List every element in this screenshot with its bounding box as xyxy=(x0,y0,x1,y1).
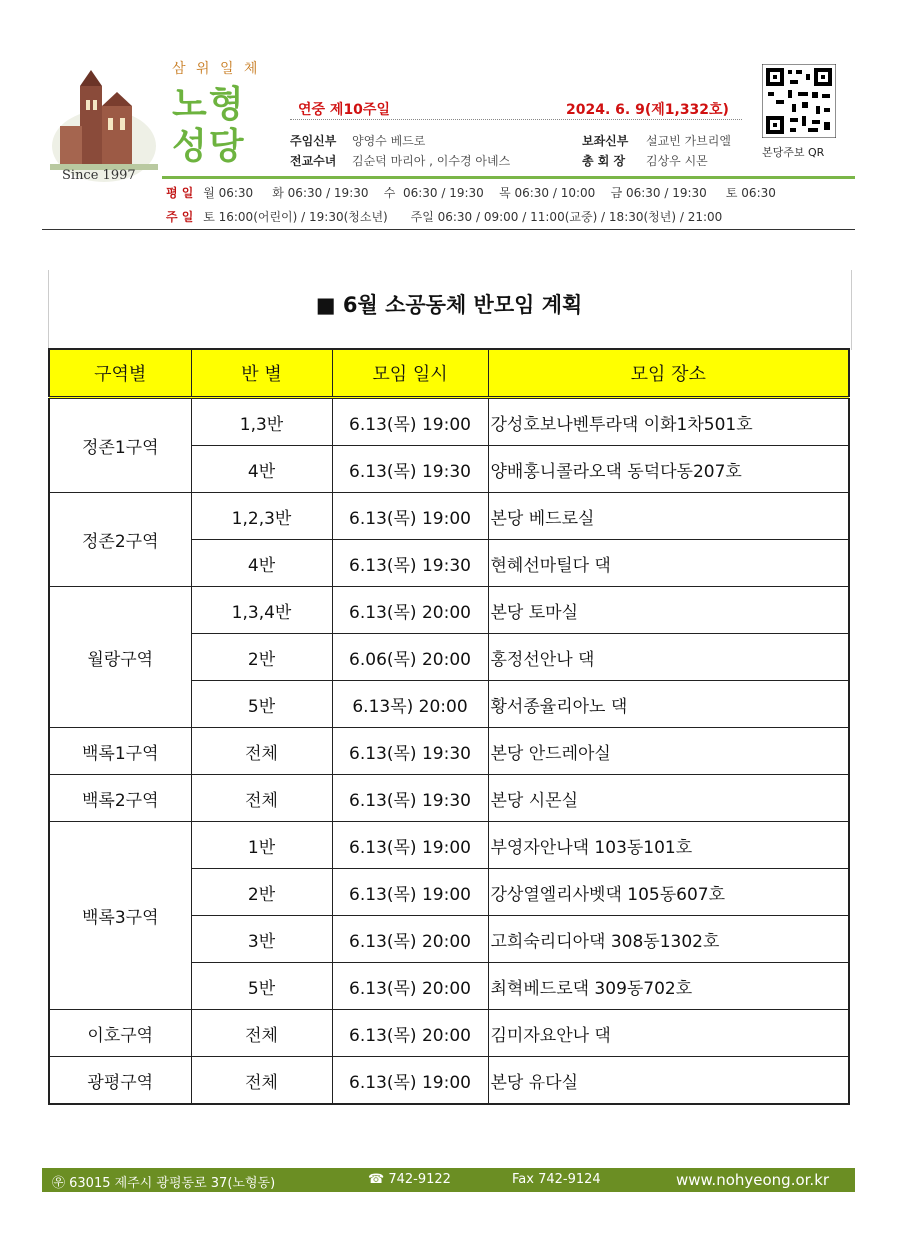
time-cell: 6.13(목) 19:00 xyxy=(332,493,488,540)
table-row xyxy=(49,822,849,869)
header-district: 구역별 xyxy=(49,349,191,398)
place-cell: 김미자요안나 댁 xyxy=(488,1010,849,1057)
header-ban: 반 별 xyxy=(191,349,332,398)
time-cell: 6.13(목) 19:30 xyxy=(332,446,488,493)
ban-cell: 전체 xyxy=(191,775,332,822)
ban-cell: 5반 xyxy=(191,681,332,728)
qr-code[interactable] xyxy=(762,64,836,138)
time-cell: 6.13목) 20:00 xyxy=(332,681,488,728)
place-cell: 최혁베드로댁 309동702호 xyxy=(488,963,849,1010)
table-row xyxy=(49,775,849,822)
district-cell: 백록1구역 xyxy=(49,728,191,775)
header-divider xyxy=(290,119,742,120)
district-cell: 월랑구역 xyxy=(49,587,191,728)
time-cell: 6.13(목) 19:30 xyxy=(332,775,488,822)
place-cell: 고희숙리디아댁 308동1302호 xyxy=(488,916,849,963)
church-illustration xyxy=(50,66,158,184)
place-cell: 본당 시몬실 xyxy=(488,775,849,822)
since-year: Since 1997 xyxy=(62,168,136,183)
time-cell: 6.13(목) 19:00 xyxy=(332,869,488,916)
place-cell: 강성호보나벤투라댁 이화1차501호 xyxy=(488,398,849,446)
time-cell: 6.13(목) 20:00 xyxy=(332,1010,488,1057)
header-place: 모임 장소 xyxy=(488,349,849,398)
liturgical-week: 연중 제10주일 xyxy=(298,102,390,118)
place-cell: 본당 베드로실 xyxy=(488,493,849,540)
president-label: 총 회 장 xyxy=(582,154,626,168)
place-cell: 부영자안나댁 103동101호 xyxy=(488,822,849,869)
table-row xyxy=(49,1010,849,1057)
time-cell: 6.13(목) 19:00 xyxy=(332,398,488,446)
sunday-mass-row xyxy=(166,208,722,225)
time-cell: 6.13(목) 19:30 xyxy=(332,728,488,775)
footer-website[interactable]: www.nohyeong.or.kr xyxy=(676,1171,830,1189)
ban-cell: 4반 xyxy=(191,446,332,493)
assistant-name: 설교빈 가브리엘 xyxy=(646,134,731,148)
pastor-label: 주임신부 xyxy=(290,134,337,148)
sisters-label: 전교수녀 xyxy=(290,154,337,168)
time-cell: 6.13(목) 20:00 xyxy=(332,963,488,1010)
weekday-mass-row xyxy=(166,184,776,201)
table-row xyxy=(49,728,849,775)
logo-text-top: 노형 xyxy=(172,84,246,125)
place-cell: 본당 토마실 xyxy=(488,587,849,634)
ban-cell: 3반 xyxy=(191,916,332,963)
assistant-label: 보좌신부 xyxy=(582,134,629,148)
ban-cell: 2반 xyxy=(191,634,332,681)
meeting-plan-table xyxy=(48,348,850,1105)
place-cell: 홍정선안나 댁 xyxy=(488,634,849,681)
ban-cell: 1,3,4반 xyxy=(191,587,332,634)
ban-cell: 1,3반 xyxy=(191,398,332,446)
district-cell: 백록3구역 xyxy=(49,822,191,1010)
tagline: 삼 위 일 체 xyxy=(172,61,261,77)
time-cell: 6.06(목) 20:00 xyxy=(332,634,488,681)
logo-text-bottom: 성당 xyxy=(172,126,246,167)
table-row xyxy=(49,398,849,446)
sisters-names: 김순덕 마리아 , 이수경 아녜스 xyxy=(352,154,511,168)
pastor-name: 양영수 베드로 xyxy=(352,134,426,148)
header-time: 모임 일시 xyxy=(332,349,488,398)
place-cell: 강상열엘리사벳댁 105동607호 xyxy=(488,869,849,916)
ban-cell: 1,2,3반 xyxy=(191,493,332,540)
ban-cell: 전체 xyxy=(191,728,332,775)
time-cell: 6.13(목) 19:30 xyxy=(332,540,488,587)
place-cell: 본당 유다실 xyxy=(488,1057,849,1105)
president-name: 김상우 시몬 xyxy=(646,154,708,168)
ban-cell: 전체 xyxy=(191,1057,332,1105)
time-cell: 6.13(목) 20:00 xyxy=(332,587,488,634)
weekday-label: 평 일 xyxy=(166,186,194,200)
district-cell: 백록2구역 xyxy=(49,775,191,822)
district-cell: 정존2구역 xyxy=(49,493,191,587)
time-cell: 6.13(목) 19:00 xyxy=(332,822,488,869)
place-cell: 본당 안드레아실 xyxy=(488,728,849,775)
ban-cell: 5반 xyxy=(191,963,332,1010)
time-cell: 6.13(목) 19:00 xyxy=(332,1057,488,1105)
district-cell: 정존1구역 xyxy=(49,398,191,493)
time-cell: 6.13(목) 20:00 xyxy=(332,916,488,963)
table-header-row xyxy=(49,349,849,398)
place-cell: 황서종율리아노 댁 xyxy=(488,681,849,728)
footer-fax: Fax 742-9124 xyxy=(512,1172,601,1187)
table-row xyxy=(49,493,849,540)
qr-label: 본당주보 QR xyxy=(762,146,825,159)
table-body xyxy=(49,398,849,1105)
issue-date: 2024. 6. 9(제1,332호) xyxy=(566,102,729,118)
footer-bar xyxy=(42,1168,855,1192)
table-row xyxy=(49,587,849,634)
ban-cell: 2반 xyxy=(191,869,332,916)
place-cell: 양배홍니콜라오댁 동덕다동207호 xyxy=(488,446,849,493)
header-bottom-rule xyxy=(42,229,855,230)
ban-cell: 1반 xyxy=(191,822,332,869)
ban-cell: 4반 xyxy=(191,540,332,587)
place-cell: 현혜선마틸다 댁 xyxy=(488,540,849,587)
sunday-schedule: 토 16:00(어린이) / 19:30(청소년) 주일 06:30 / 09:00 / 11:00(교중) / 18:30(청년) / 21:00 xyxy=(203,210,723,224)
weekday-schedule: 월 06:30 화 06:30 / 19:30 수 06:30 / 19:30 목 06:30 / 10:00 금 06:30 / 19:30 토 06:30 xyxy=(203,186,776,200)
footer-address: ㉾ 63015 제주시 광평동로 37(노형동) xyxy=(52,1176,276,1191)
sunday-label: 주 일 xyxy=(166,210,194,224)
table-row xyxy=(49,1057,849,1105)
district-cell: 광평구역 xyxy=(49,1057,191,1105)
header-green-bar xyxy=(162,176,855,179)
district-cell: 이호구역 xyxy=(49,1010,191,1057)
footer-phone: ☎ 742-9122 xyxy=(368,1172,451,1187)
ban-cell: 전체 xyxy=(191,1010,332,1057)
page-title: ■ 6월 소공동체 반모임 계획 xyxy=(315,293,583,317)
